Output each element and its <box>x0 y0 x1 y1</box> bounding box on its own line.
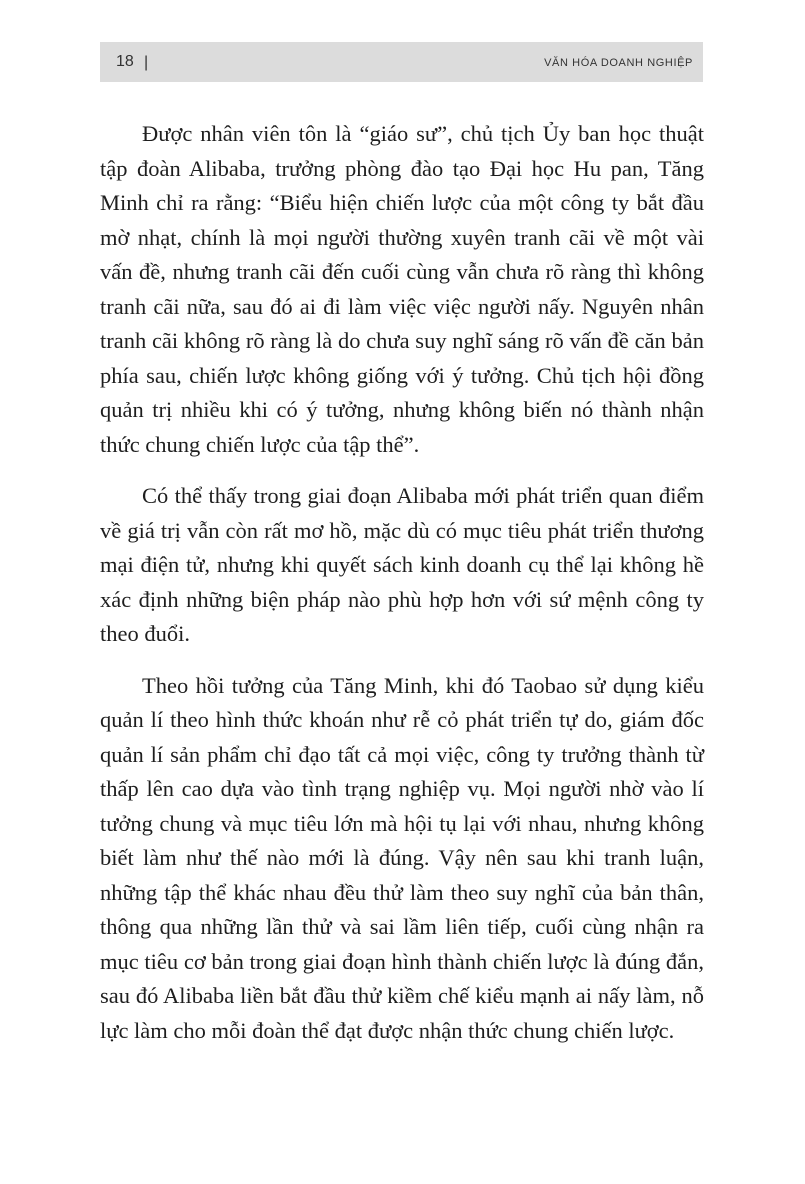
header-divider: | <box>144 54 149 71</box>
running-header <box>100 42 703 82</box>
body-text <box>100 117 704 1065</box>
page-number: 18 <box>116 53 134 70</box>
paragraph-3: Theo hồi tưởng của Tăng Minh, khi đó Taobao sử dụng kiểu quản lí theo hình thức khoán như rễ cỏ phát triển tự do, giám đốc quản lí sản phẩm chỉ đạo tất cả mọi việc, công ty trưởng thành từ thấp lên cao dựa vào tình trạng nghiệp vụ. Mọi người nhờ vào lí tưởng chung và mục tiêu lớn mà hội tụ lại với nhau, nhưng không biết làm như thế nào mới là đúng. Vậy nên sau khi tranh luận, những tập thể khác nhau đều thử làm theo suy nghĩ của bản thân, thông qua những lần thử và sai lầm liên tiếp, cuối cùng nhận ra mục tiêu cơ bản trong giai đoạn hình thành chiến lược là đúng đắn, sau đó Alibaba liền bắt đầu thử kiềm chế kiểu mạnh ai nấy làm, nỗ lực làm cho mỗi đoàn thể đạt được nhận thức chung chiến lược. <box>100 672 704 1043</box>
paragraph-1: Được nhân viên tôn là “giáo sư”, chủ tịch Ủy ban học thuật tập đoàn Alibaba, trưởng phòng đào tạo Đại học Hu pan, Tăng Minh chỉ ra rằng: “Biểu hiện chiến lược của một công ty bắt đầu mờ nhạt, chính là mọi người thường xuyên tranh cãi về một vài vấn đề, nhưng tranh cãi đến cuối cùng vẫn chưa rõ ràng thì không tranh cãi nữa, sau đó ai đi làm việc việc người nấy. Nguyên nhân tranh cãi không rõ ràng là do chưa suy nghĩ sáng rõ vấn đề căn bản phía sau, chiến lược không giống với ý tưởng. Chủ tịch hội đồng quản trị nhiều khi có ý tưởng, nhưng không biến nó thành nhận thức chung chiến lược của tập thể”. <box>100 121 704 457</box>
paragraph-2: Có thể thấy trong giai đoạn Alibaba mới phát triển quan điểm về giá trị vẫn còn rất mơ hồ, mặc dù có mục tiêu phát triển thương mại điện tử, nhưng khi quyết sách kinh doanh cụ thể lại không hề xác định những biện pháp nào phù hợp hơn với sứ mệnh công ty theo đuổi. <box>100 483 704 646</box>
book-title: VĂN HÓA DOANH NGHIỆP <box>544 57 693 69</box>
